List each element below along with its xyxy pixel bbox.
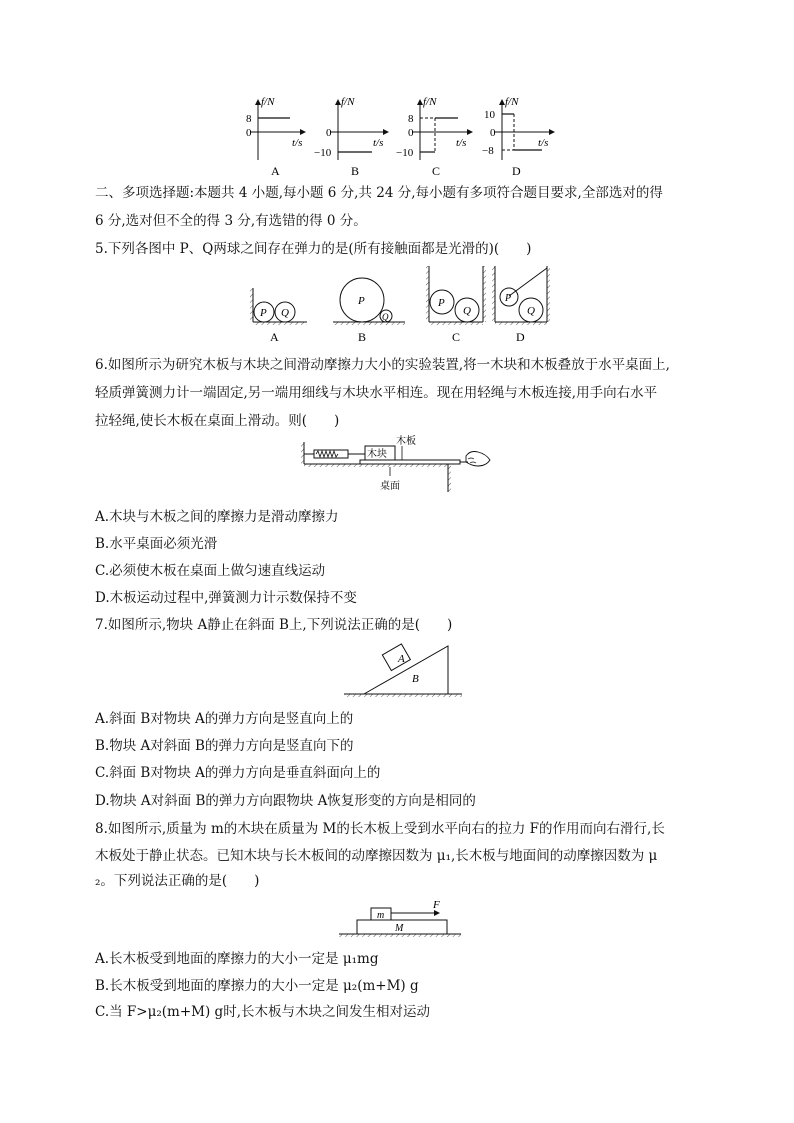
q8-option-a: A.长木板受到地面的摩擦力的大小一定是 μ₁mg	[95, 951, 379, 967]
graph-d-x-axis-label: t/s	[538, 137, 549, 149]
wood-board	[360, 460, 460, 464]
q5-a-ball-p: P	[260, 307, 267, 319]
graph-b-tick-neg10: −10	[314, 147, 332, 159]
wood-block-label: 木块	[367, 449, 387, 460]
q5-stem: 5.下列各图中 P、Q两球之间存在弹力的是(所有接触面都是光滑的)( )	[95, 241, 532, 257]
table-label: 桌面	[380, 481, 400, 492]
q5-label-b: B	[358, 330, 367, 344]
incline-b	[364, 646, 448, 694]
graph-c-tick-neg10: −10	[396, 147, 414, 159]
graph-b	[314, 96, 388, 178]
q6-stem-line2: 轻质弹簧测力计一端固定,另一端用细线与木块水平相连。现在用轻绳与木板连接,用手向右水平	[95, 385, 658, 401]
small-block-label: m	[377, 910, 385, 921]
q5-label-a: A	[270, 330, 279, 344]
graph-b-label: B	[351, 164, 360, 178]
graph-b-x-axis-label: t/s	[373, 137, 384, 149]
q8-option-b: B.长木板受到地面的摩擦力的大小一定是 μ₂(m+M) g	[95, 978, 419, 994]
block-a	[382, 644, 410, 671]
q8-stem-line1: 8.如图所示,质量为 m的木块在质量为 M的长木板上受到水平向右的拉力 F的作用而向右滑行,长	[95, 821, 665, 837]
graph-d-tick-0: 0	[490, 127, 496, 139]
q5-figure	[245, 262, 555, 344]
q5-diagram-c	[426, 266, 486, 344]
q7-option-d: D.物块 A对斜面 B的弹力方向跟物块 A恢复形变的方向是相同的	[95, 793, 476, 809]
q5-a-ball-q: Q	[281, 307, 289, 319]
q5-b-ball-p: P	[358, 295, 365, 307]
graph-a-x-axis-label: t/s	[292, 137, 303, 149]
graph-a-tick-8: 8	[246, 113, 252, 125]
graph-c-tick-0: 0	[408, 127, 414, 139]
q7-figure	[340, 636, 466, 700]
force-label: F	[433, 899, 440, 911]
q8-figure	[335, 896, 465, 940]
incline-b-label: B	[412, 673, 419, 685]
q6-stem-line1: 6.如图所示为研究木板与木块之间滑动摩擦力大小的实验装置,将一木块和木板叠放于水平桌面上,	[95, 357, 670, 373]
q7-stem: 7.如图所示,物块 A静止在斜面 B上,下列说法正确的是( )	[95, 617, 453, 633]
q5-diagram-b	[333, 278, 405, 344]
graph-d	[482, 96, 554, 178]
section2-instructions-line2: 6 分,选对但不全的得 3 分,有选错的得 0 分。	[95, 213, 367, 229]
graph-b-y-axis-label: f/N	[341, 96, 355, 108]
graph-d-y-axis-label: f/N	[505, 96, 519, 108]
hand-icon	[466, 452, 490, 467]
q6-figure	[298, 432, 498, 496]
q5-d-ball-q: Q	[527, 305, 535, 317]
graph-c-label: C	[432, 164, 441, 178]
force-time-graphs	[230, 88, 560, 180]
graph-c-tick-8: 8	[408, 113, 414, 125]
q6-option-a: A.木块与木板之间的摩擦力是滑动摩擦力	[95, 509, 339, 525]
graph-c	[396, 96, 472, 178]
q6-option-c: C.必须使木板在桌面上做匀速直线运动	[95, 563, 326, 579]
q8-option-c: C.当 F>μ₂(m+M) g时,长木板与木块之间发生相对运动	[95, 1004, 430, 1020]
graph-b-tick-0: 0	[326, 127, 332, 139]
q7-option-c: C.斜面 B对物块 A的弹力方向是垂直斜面向上的	[95, 765, 381, 781]
q5-c-ball-q: Q	[463, 305, 471, 317]
graph-c-x-axis-label: t/s	[456, 137, 467, 149]
q5-label-c: C	[452, 330, 461, 344]
q7-option-b: B.物块 A对斜面 B的弹力方向是竖直向下的	[95, 738, 354, 754]
graph-d-tick-neg8: −8	[482, 145, 494, 157]
section2-instructions-line1: 二、多项选择题:本题共 4 小题,每小题 6 分,共 24 分,每小题有多项符合题目要求,全部选对的得	[95, 185, 663, 201]
q5-diagram-a	[250, 288, 307, 344]
long-board-label: M	[395, 923, 404, 934]
graph-a-label: A	[271, 164, 280, 178]
graph-a-tick-0: 0	[246, 127, 252, 139]
graph-a	[246, 96, 305, 178]
wood-board-label: 木板	[396, 436, 416, 447]
q6-option-b: B.水平桌面必须光滑	[95, 536, 218, 552]
graph-d-label: D	[512, 164, 521, 178]
q5-d-ball-p: P	[505, 293, 512, 304]
q5-label-d: D	[516, 330, 525, 344]
q6-option-d: D.木板运动过程中,弹簧测力计示数保持不变	[95, 590, 357, 606]
q8-stem-line3: ₂。下列说法正确的是( )	[95, 873, 260, 889]
graph-d-tick-10: 10	[484, 109, 495, 121]
q5-c-ball-p: P	[438, 297, 445, 309]
spring-scale	[304, 450, 365, 458]
block-a-label: A	[398, 653, 405, 665]
q8-stem-line2: 木板处于静止状态。已知木块与长木板间的动摩擦因数为 μ₁,长木板与地面间的动摩擦因数为 μ	[95, 848, 658, 864]
q5-b-ball-q: Q	[382, 312, 389, 322]
q5-diagram-d	[492, 266, 550, 344]
graph-a-y-axis-label: f/N	[261, 96, 275, 108]
q7-option-a: A.斜面 B对物块 A的弹力方向是竖直向上的	[95, 711, 354, 727]
q6-stem-line3: 拉轻绳,使长木板在桌面上滑动。则( )	[95, 413, 340, 429]
graph-c-y-axis-label: f/N	[423, 96, 437, 108]
